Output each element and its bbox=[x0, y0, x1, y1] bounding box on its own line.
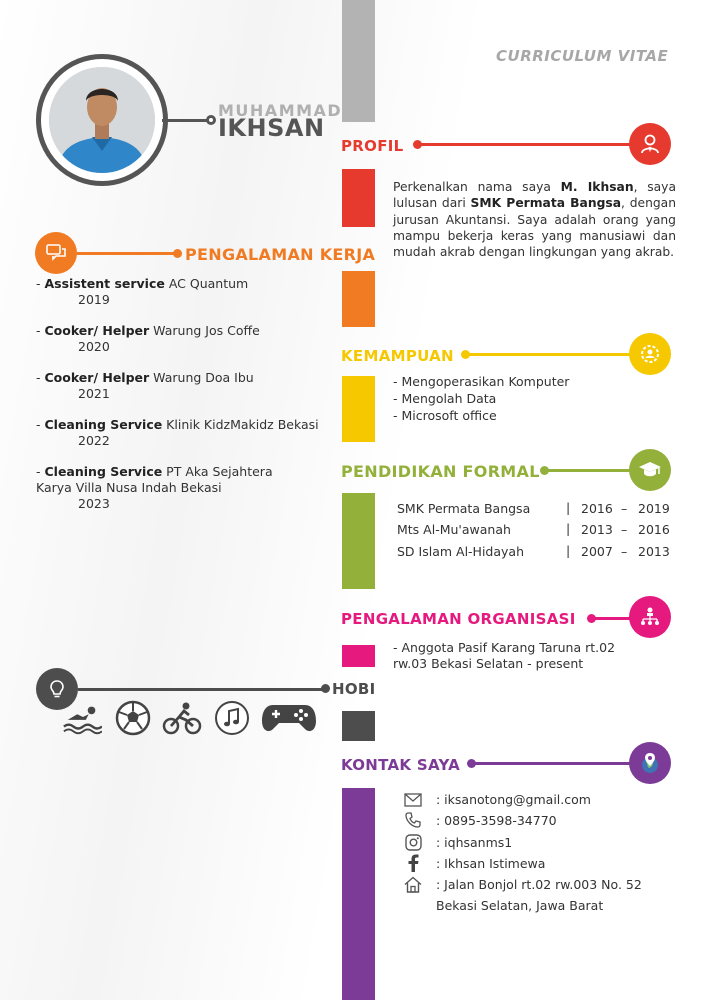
experience-item-1: - Assistent service AC Quantum 2019 bbox=[36, 276, 249, 307]
timeline-bar-experience bbox=[342, 271, 375, 327]
contact-instagram: : iqhsanms1 bbox=[436, 835, 513, 850]
education-start-2: 2013 bbox=[581, 522, 613, 537]
contact-email: : iksanotong@gmail.com bbox=[436, 792, 591, 807]
timeline-bar-skills bbox=[342, 376, 375, 442]
timeline-bar-organization bbox=[342, 645, 375, 667]
profile-line bbox=[418, 143, 630, 146]
skills-line bbox=[466, 353, 630, 356]
contact-phone: : 0895-3598-34770 bbox=[436, 813, 557, 828]
first-name: MUHAMMAD bbox=[218, 101, 343, 120]
cv-title: CURRICULUM VITAE bbox=[496, 47, 669, 65]
organization-item: - Anggota Pasif Karang Taruna rt.02 rw.03 Bekasi Selatan - present bbox=[393, 640, 616, 671]
location-globe-icon bbox=[629, 742, 671, 784]
contact-address-line1: : Jalan Bonjol rt.02 rw.003 No. 52 bbox=[436, 877, 642, 892]
swimming-icon bbox=[62, 698, 102, 738]
organization-heading: PENGALAMAN ORGANISASI bbox=[341, 610, 576, 628]
education-school-2: Mts Al-Mu'awanah bbox=[397, 522, 511, 537]
skill-item-2: - Mengolah Data bbox=[393, 391, 497, 406]
education-line bbox=[545, 469, 630, 472]
last-name: IKHSAN bbox=[218, 114, 325, 142]
education-heading: PENDIDIKAN FORMAL bbox=[341, 462, 540, 481]
contact-line bbox=[472, 762, 630, 765]
home-icon bbox=[404, 875, 422, 893]
profile-icon bbox=[629, 123, 671, 165]
experience-item-2: - Cooker/ Helper Warung Jos Coffe 2020 bbox=[36, 323, 260, 354]
education-sep-1: | bbox=[566, 500, 571, 515]
contact-facebook: : Ikhsan Istimewa bbox=[436, 856, 546, 871]
profile-heading: PROFIL bbox=[341, 137, 404, 155]
timeline-bar-hobby bbox=[342, 711, 375, 741]
experience-item-5: - Cleaning Service PT Aka Sejahtera Karya Villa Nusa Indah Bekasi 2023 bbox=[36, 464, 301, 512]
education-dash-3: – bbox=[621, 544, 628, 559]
experience-icon bbox=[35, 232, 77, 274]
experience-item-4: - Cleaning Service Klinik KidzMakidz Bekasi 2022 bbox=[36, 417, 319, 448]
email-icon bbox=[404, 791, 422, 809]
education-end-3: 2013 bbox=[638, 544, 670, 559]
experience-heading: PENGALAMAN KERJA bbox=[185, 245, 376, 264]
organization-icon bbox=[629, 596, 671, 638]
game-controller-icon bbox=[260, 698, 318, 738]
hobby-line bbox=[78, 688, 324, 691]
contact-address-line2: Bekasi Selatan, Jawa Barat bbox=[436, 898, 604, 913]
experience-year-2: 2020 bbox=[78, 339, 110, 354]
graduation-cap-icon bbox=[629, 449, 671, 491]
contact-heading: KONTAK SAYA bbox=[341, 756, 461, 774]
education-school-1: SMK Permata Bangsa bbox=[397, 501, 531, 516]
name-connector-dot bbox=[206, 115, 216, 125]
instagram-icon bbox=[404, 833, 422, 851]
skills-icon bbox=[629, 333, 671, 375]
phone-icon bbox=[404, 811, 422, 829]
timeline-bar-top bbox=[342, 0, 375, 122]
photo-portrait bbox=[49, 67, 155, 173]
soccer-ball-icon bbox=[113, 698, 153, 738]
timeline-bar-education bbox=[342, 493, 375, 589]
experience-dot bbox=[173, 249, 182, 258]
timeline-bar-profile bbox=[342, 169, 375, 227]
skill-item-3: - Microsoft office bbox=[393, 408, 497, 423]
facebook-icon bbox=[404, 854, 422, 872]
skills-heading: KEMAMPUAN bbox=[341, 347, 454, 365]
education-sep-3: | bbox=[566, 543, 571, 558]
experience-item-3: - Cooker/ Helper Warung Doa Ibu 2021 bbox=[36, 370, 254, 401]
education-start-3: 2007 bbox=[581, 544, 613, 559]
experience-year-5: 2023 bbox=[78, 496, 110, 511]
music-note-icon bbox=[212, 698, 252, 738]
timeline-bar-contact bbox=[342, 788, 375, 1000]
education-dash-1: – bbox=[621, 501, 628, 516]
skill-item-1: - Mengoperasikan Komputer bbox=[393, 374, 570, 389]
education-sep-2: | bbox=[566, 521, 571, 536]
hobby-heading: HOBI bbox=[332, 680, 376, 698]
hobby-dot bbox=[321, 684, 330, 693]
profile-photo bbox=[36, 54, 168, 186]
education-school-3: SD Islam Al-Hidayah bbox=[397, 544, 524, 559]
experience-year-4: 2022 bbox=[78, 433, 110, 448]
education-start-1: 2016 bbox=[581, 501, 613, 516]
cycling-icon bbox=[162, 698, 202, 738]
education-end-2: 2016 bbox=[638, 522, 670, 537]
experience-year-1: 2019 bbox=[78, 292, 110, 307]
experience-year-3: 2021 bbox=[78, 386, 110, 401]
profile-paragraph: Perkenalkan nama saya M. Ikhsan, saya lulusan dari SMK Permata Bangsa, dengan jurusan Akuntansi. Saya adalah orang yang mampu bekerja keras yang manusiawi dan mudah akrab dengan lingkungan yang akrab. bbox=[393, 180, 677, 260]
organization-line bbox=[592, 617, 630, 620]
education-end-1: 2019 bbox=[638, 501, 670, 516]
education-dash-2: – bbox=[621, 522, 628, 537]
experience-line bbox=[77, 252, 177, 255]
name-connector bbox=[162, 119, 210, 122]
